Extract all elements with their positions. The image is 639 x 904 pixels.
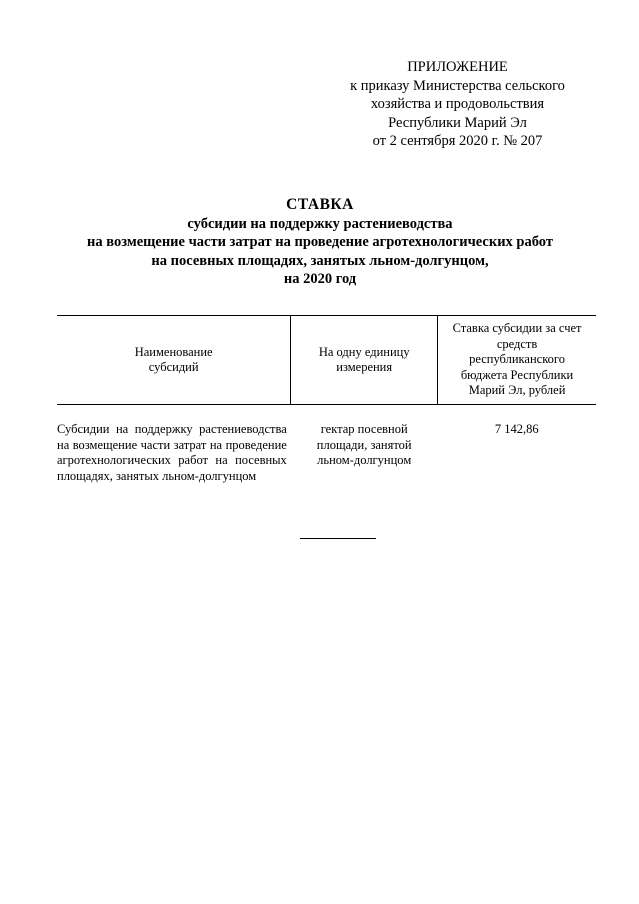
appendix-header (330, 58, 585, 151)
appendix-label: ПРИЛОЖЕНИЕ (407, 59, 508, 75)
appendix-line: Республики Марий Эл (388, 114, 527, 131)
title-line: субсидии на поддержку растениеводства (187, 215, 453, 232)
appendix-line: к приказу Министерства сельского (350, 77, 565, 94)
appendix-date: от 2 сентября 2020 г. № 207 (372, 133, 543, 149)
table-header-row (57, 316, 596, 405)
header-rate-text: Ставка субсидии за счет средств республиканского бюджета Республики Марий Эл, рублей (452, 321, 582, 398)
header-name (57, 316, 291, 405)
row-name: Субсидии на поддержку растениеводства на возмещение части затрат на проведение агротехнологических работ на посевных площадях, занятых льном-долгунцом (57, 422, 287, 483)
row-rate: 7 142,86 (494, 422, 539, 436)
title-year: на 2020 год (283, 271, 357, 287)
document-title (40, 196, 600, 289)
appendix-line: хозяйства и продовольствия (370, 96, 545, 112)
header-name-text: Наименование субсидий (134, 344, 213, 374)
header-rate (438, 316, 596, 405)
table-row (57, 405, 596, 485)
row-unit-text: гектар посевной площади, занятой льном-долгунцом (316, 422, 412, 467)
title-line: на посевных площадях, занятых льном-долгунцом, (151, 252, 489, 269)
title-line: на возмещение части затрат на проведение агротехнологических работ (87, 234, 553, 250)
title-main: СТАВКА (286, 196, 354, 213)
row-unit (291, 405, 438, 485)
end-divider (300, 538, 376, 539)
header-unit (291, 316, 438, 405)
header-unit-text: На одну единицу измерения (318, 344, 410, 374)
subsidy-rate-table (57, 315, 596, 484)
